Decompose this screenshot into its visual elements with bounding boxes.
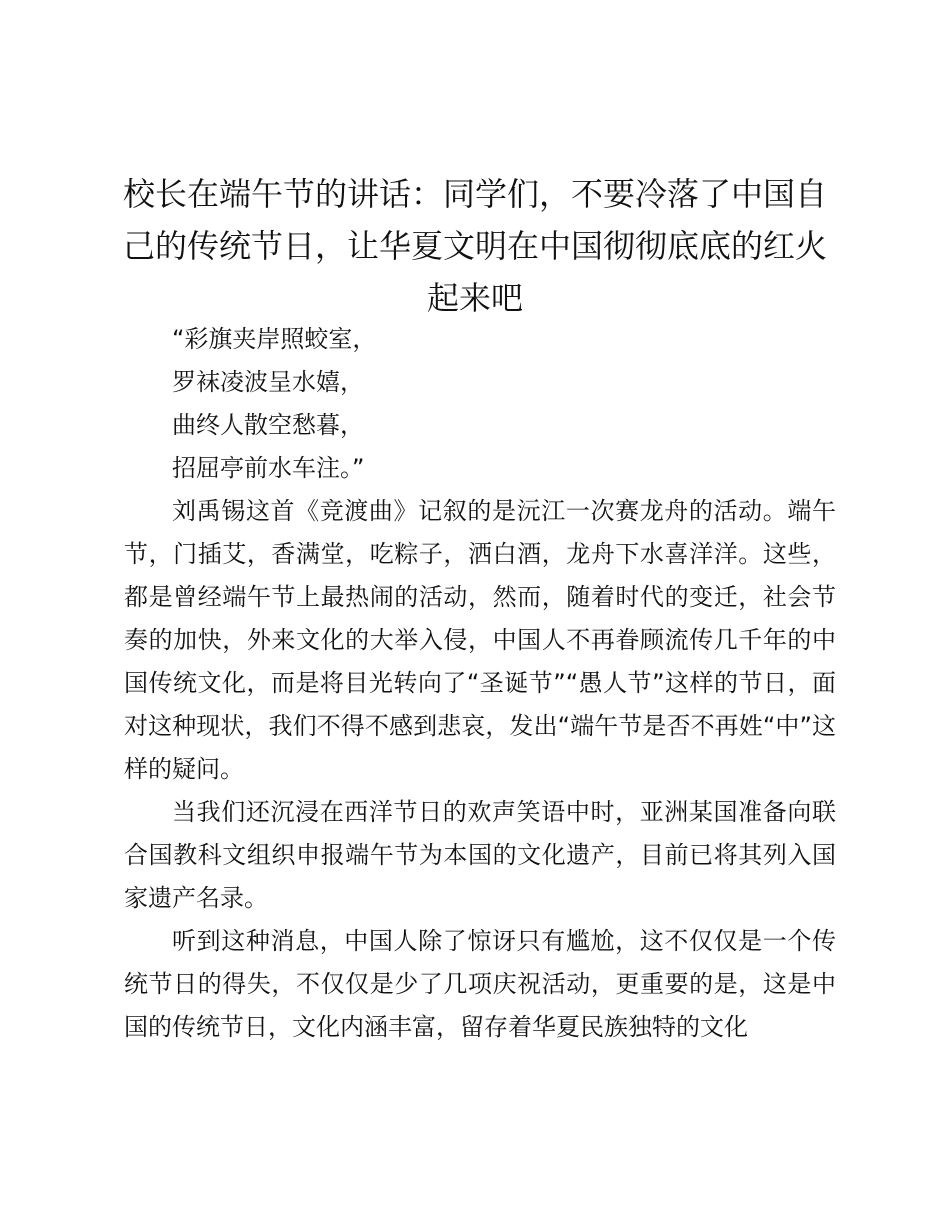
poem-line: 招屈亭前水车注。” (172, 454, 365, 482)
poem-line: 罗袜凌波呈水嬉， (172, 368, 364, 396)
document-body (124, 318, 836, 1049)
document-title: 校长在端午节的讲话：同学们，不要冷落了中国自己的传统节日，让华夏文明在中国彻彻底底的红火起来吧 (122, 175, 827, 317)
poem-line: 曲终人散空愁暮， (172, 411, 364, 439)
body-paragraph: 听到这种消息，中国人除了惊讶只有尴尬，这不仅仅是一个传统节日的得失，不仅仅是少了几项庆祝活动，更重要的是，这是中国的传统节日，文化内涵丰富，留存着华夏民族独特的文化 (124, 927, 836, 1041)
poem-line: “彩旗夹岸照蛟室， (172, 325, 377, 353)
body-paragraph: 刘禹锡这首《竞渡曲》记叙的是沅江一次赛龙舟的活动。端午节，门插艾，香满堂，吃粽子，洒白酒，龙舟下水喜洋洋。这些，都是曾经端午节上最热闹的活动，然而，随着时代的变迁，社会节奏的加快，外来文化的大举入侵，中国人不再眷顾流传几千年的中国传统文化，而是将目光转向了“圣诞节”“愚人节”这样的节日，面对这种现状，我们不得不感到悲哀，发出“端午节是否不再姓“中”这样的疑问。 (124, 497, 836, 783)
body-paragraph: 当我们还沉浸在西洋节日的欢声笑语中时，亚洲某国准备向联合国教科文组织申报端午节为本国的文化遗产，目前已将其列入国家遗产名录。 (124, 798, 836, 912)
